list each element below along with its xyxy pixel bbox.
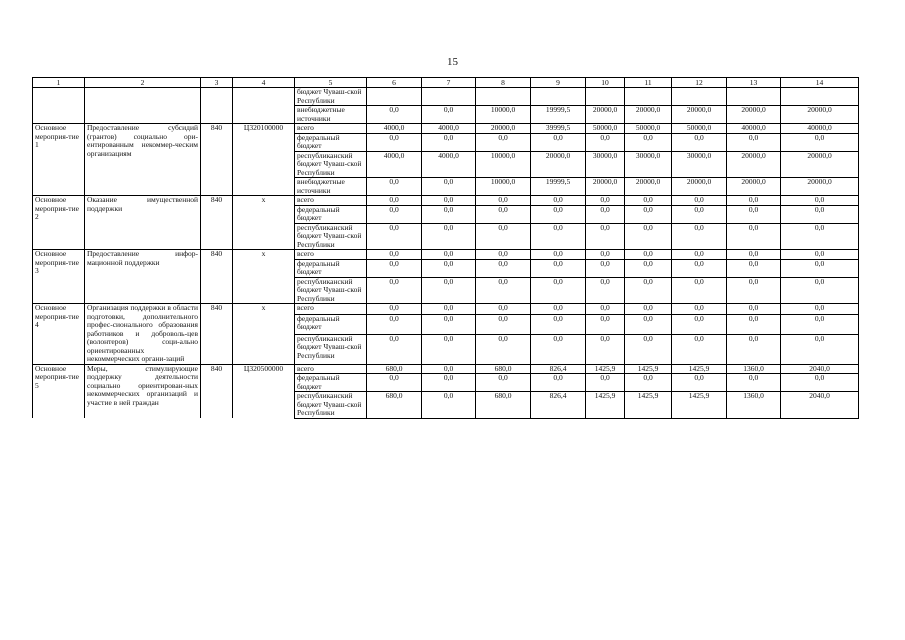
column-header: 7 xyxy=(422,78,476,88)
budget-class-code: х xyxy=(233,304,295,365)
value-cell: 0,0 xyxy=(586,133,625,151)
value-cell: 0,0 xyxy=(367,374,422,392)
ministry-code: 840 xyxy=(201,196,233,250)
funding-source: федеральный бюджет xyxy=(295,314,367,334)
value-cell: 0,0 xyxy=(672,250,727,260)
value-cell xyxy=(586,88,625,106)
table-body xyxy=(33,88,859,419)
value-cell: 0,0 xyxy=(625,259,672,277)
funding-source: всего xyxy=(295,124,367,134)
value-cell: 0,0 xyxy=(586,205,625,223)
value-cell: 30000,0 xyxy=(672,151,727,178)
funding-source: федеральный бюджет xyxy=(295,133,367,151)
value-cell: 0,0 xyxy=(781,223,859,250)
event-description: Предоставление инфор-мационной поддержки xyxy=(85,250,201,304)
value-cell: 0,0 xyxy=(781,133,859,151)
value-cell: 50000,0 xyxy=(625,124,672,134)
value-cell: 0,0 xyxy=(476,374,531,392)
value-cell: 0,0 xyxy=(672,223,727,250)
value-cell: 0,0 xyxy=(422,364,476,374)
funding-source: федеральный бюджет xyxy=(295,374,367,392)
value-cell: 39999,5 xyxy=(531,124,586,134)
value-cell: 0,0 xyxy=(367,314,422,334)
value-cell: 0,0 xyxy=(422,133,476,151)
value-cell: 0,0 xyxy=(781,314,859,334)
value-cell: 19999,5 xyxy=(531,106,586,124)
value-cell: 0,0 xyxy=(625,304,672,315)
value-cell: 0,0 xyxy=(476,250,531,260)
value-cell: 0,0 xyxy=(781,277,859,304)
funding-source: всего xyxy=(295,364,367,374)
value-cell: 20000,0 xyxy=(727,151,781,178)
value-cell: 0,0 xyxy=(727,277,781,304)
value-cell: 4000,0 xyxy=(422,124,476,134)
table-row xyxy=(33,304,859,315)
value-cell: 0,0 xyxy=(586,314,625,334)
event-name: Основное мероприя-тие 1 xyxy=(33,124,85,196)
value-cell: 20000,0 xyxy=(672,106,727,124)
funding-source: республиканский бюджет Чуваш-ской Республики xyxy=(295,392,367,419)
column-header: 6 xyxy=(367,78,422,88)
column-header: 4 xyxy=(233,78,295,88)
value-cell: 0,0 xyxy=(422,259,476,277)
value-cell: 0,0 xyxy=(476,334,531,364)
value-cell xyxy=(422,88,476,106)
funding-source: всего xyxy=(295,304,367,315)
budget-table xyxy=(32,77,859,419)
value-cell: 0,0 xyxy=(586,277,625,304)
value-cell: 0,0 xyxy=(625,334,672,364)
funding-source: республиканский бюджет Чуваш-ской Республики xyxy=(295,151,367,178)
budget-class-code: х xyxy=(233,196,295,250)
value-cell: 0,0 xyxy=(586,259,625,277)
funding-source: республиканский бюджет Чуваш-ской Республики xyxy=(295,277,367,304)
value-cell: 0,0 xyxy=(672,314,727,334)
value-cell: 0,0 xyxy=(672,304,727,315)
value-cell: 0,0 xyxy=(625,314,672,334)
budget-table-container xyxy=(32,77,859,419)
table-row xyxy=(33,124,859,134)
value-cell: 0,0 xyxy=(727,304,781,315)
value-cell: 0,0 xyxy=(422,392,476,419)
value-cell: 0,0 xyxy=(586,250,625,260)
ministry-code: 840 xyxy=(201,250,233,304)
group-description-cell xyxy=(85,88,201,124)
column-header: 5 xyxy=(295,78,367,88)
value-cell: 0,0 xyxy=(422,223,476,250)
value-cell: 0,0 xyxy=(531,277,586,304)
value-cell: 0,0 xyxy=(531,304,586,315)
event-description: Меры, стимулирующие поддержку деятельности социально ориентирован-ных некоммерческих организаций и участие в ней граждан xyxy=(85,364,201,418)
column-header: 10 xyxy=(586,78,625,88)
value-cell: 0,0 xyxy=(672,205,727,223)
ministry-code: 840 xyxy=(201,364,233,418)
value-cell: 50000,0 xyxy=(586,124,625,134)
column-header: 2 xyxy=(85,78,201,88)
value-cell: 0,0 xyxy=(422,304,476,315)
value-cell: 0,0 xyxy=(422,374,476,392)
value-cell: 0,0 xyxy=(531,374,586,392)
value-cell: 2040,0 xyxy=(781,364,859,374)
column-number-row xyxy=(33,78,859,88)
value-cell: 0,0 xyxy=(672,133,727,151)
value-cell: 0,0 xyxy=(781,334,859,364)
value-cell: 0,0 xyxy=(672,277,727,304)
event-description: Предоставление субсидий (грантов) социально ори-ентированным некоммер-ческим организациям xyxy=(85,124,201,196)
value-cell xyxy=(781,88,859,106)
col3-cell xyxy=(201,88,233,124)
value-cell: 0,0 xyxy=(422,205,476,223)
value-cell: 1360,0 xyxy=(727,364,781,374)
column-header: 8 xyxy=(476,78,531,88)
value-cell: 20000,0 xyxy=(781,151,859,178)
value-cell: 0,0 xyxy=(727,205,781,223)
value-cell: 0,0 xyxy=(625,374,672,392)
value-cell: 680,0 xyxy=(367,364,422,374)
value-cell: 0,0 xyxy=(672,259,727,277)
value-cell: 0,0 xyxy=(367,334,422,364)
value-cell: 0,0 xyxy=(367,205,422,223)
value-cell: 680,0 xyxy=(476,392,531,419)
value-cell: 20000,0 xyxy=(625,178,672,196)
event-description: Организация поддержки в области подготовки, дополнительного профес-сионального образования работников и доброволь-цев (волонтеров) соци-ально ориентированных некоммерческих органи-заций xyxy=(85,304,201,365)
column-header: 1 xyxy=(33,78,85,88)
value-cell: 0,0 xyxy=(531,205,586,223)
table-row xyxy=(33,88,859,106)
funding-source: бюджет Чуваш-ской Республики xyxy=(295,88,367,106)
value-cell: 1425,9 xyxy=(586,392,625,419)
value-cell: 0,0 xyxy=(586,334,625,364)
value-cell: 0,0 xyxy=(476,314,531,334)
value-cell: 0,0 xyxy=(586,196,625,206)
value-cell: 0,0 xyxy=(422,314,476,334)
value-cell: 0,0 xyxy=(422,196,476,206)
value-cell: 1425,9 xyxy=(672,364,727,374)
value-cell: 40000,0 xyxy=(781,124,859,134)
event-description: Оказание имущественной поддержки xyxy=(85,196,201,250)
funding-source: внебюджетные источники xyxy=(295,106,367,124)
value-cell: 20000,0 xyxy=(672,178,727,196)
value-cell: 0,0 xyxy=(727,259,781,277)
value-cell: 0,0 xyxy=(531,133,586,151)
value-cell: 1425,9 xyxy=(625,364,672,374)
value-cell: 1425,9 xyxy=(625,392,672,419)
value-cell: 20000,0 xyxy=(531,151,586,178)
value-cell: 1360,0 xyxy=(727,392,781,419)
event-name: Основное мероприя-тие 3 xyxy=(33,250,85,304)
column-header: 14 xyxy=(781,78,859,88)
value-cell: 20000,0 xyxy=(476,124,531,134)
value-cell: 0,0 xyxy=(625,250,672,260)
value-cell: 0,0 xyxy=(531,196,586,206)
value-cell: 826,4 xyxy=(531,364,586,374)
column-header: 3 xyxy=(201,78,233,88)
value-cell: 20000,0 xyxy=(727,178,781,196)
value-cell: 0,0 xyxy=(586,304,625,315)
funding-source: республиканский бюджет Чуваш-ской Республики xyxy=(295,334,367,364)
funding-source: всего xyxy=(295,250,367,260)
value-cell: 0,0 xyxy=(672,374,727,392)
value-cell: 0,0 xyxy=(422,334,476,364)
value-cell: 0,0 xyxy=(625,133,672,151)
value-cell: 0,0 xyxy=(476,277,531,304)
value-cell xyxy=(531,88,586,106)
value-cell: 0,0 xyxy=(781,374,859,392)
value-cell: 19999,5 xyxy=(531,178,586,196)
value-cell: 20000,0 xyxy=(781,106,859,124)
value-cell: 680,0 xyxy=(476,364,531,374)
event-name: Основное мероприя-тие 4 xyxy=(33,304,85,365)
value-cell: 0,0 xyxy=(781,304,859,315)
value-cell: 0,0 xyxy=(367,250,422,260)
value-cell: 10000,0 xyxy=(476,106,531,124)
value-cell: 0,0 xyxy=(476,304,531,315)
value-cell xyxy=(727,88,781,106)
value-cell: 0,0 xyxy=(586,374,625,392)
value-cell: 0,0 xyxy=(476,223,531,250)
value-cell: 0,0 xyxy=(531,223,586,250)
column-header: 13 xyxy=(727,78,781,88)
value-cell: 0,0 xyxy=(781,196,859,206)
page-number: 15 xyxy=(447,56,458,68)
value-cell xyxy=(367,88,422,106)
value-cell: 20000,0 xyxy=(781,178,859,196)
value-cell: 4000,0 xyxy=(367,151,422,178)
table-row xyxy=(33,196,859,206)
value-cell: 1425,9 xyxy=(672,392,727,419)
funding-source: внебюджетные источники xyxy=(295,178,367,196)
value-cell: 4000,0 xyxy=(422,151,476,178)
value-cell: 0,0 xyxy=(367,259,422,277)
value-cell: 20000,0 xyxy=(586,106,625,124)
value-cell: 0,0 xyxy=(422,178,476,196)
value-cell: 0,0 xyxy=(625,196,672,206)
column-header: 12 xyxy=(672,78,727,88)
table-row xyxy=(33,250,859,260)
value-cell: 0,0 xyxy=(781,205,859,223)
funding-source: федеральный бюджет xyxy=(295,259,367,277)
value-cell: 0,0 xyxy=(625,223,672,250)
value-cell: 0,0 xyxy=(422,277,476,304)
value-cell: 0,0 xyxy=(367,178,422,196)
value-cell: 0,0 xyxy=(625,205,672,223)
value-cell: 0,0 xyxy=(672,196,727,206)
column-header: 9 xyxy=(531,78,586,88)
ministry-code: 840 xyxy=(201,304,233,365)
col4-cell xyxy=(233,88,295,124)
value-cell: 2040,0 xyxy=(781,392,859,419)
value-cell: 0,0 xyxy=(476,205,531,223)
value-cell: 10000,0 xyxy=(476,178,531,196)
value-cell: 0,0 xyxy=(727,314,781,334)
value-cell: 0,0 xyxy=(672,334,727,364)
value-cell: 0,0 xyxy=(727,374,781,392)
value-cell: 0,0 xyxy=(476,259,531,277)
value-cell: 0,0 xyxy=(367,304,422,315)
value-cell: 0,0 xyxy=(531,259,586,277)
value-cell: 0,0 xyxy=(625,277,672,304)
value-cell xyxy=(625,88,672,106)
value-cell: 20000,0 xyxy=(625,106,672,124)
value-cell: 50000,0 xyxy=(672,124,727,134)
group-name-cell xyxy=(33,88,85,124)
value-cell: 0,0 xyxy=(727,133,781,151)
event-name: Основное мероприя-тие 2 xyxy=(33,196,85,250)
value-cell: 0,0 xyxy=(781,259,859,277)
event-name: Основное мероприя-тие 5 xyxy=(33,364,85,418)
value-cell: 20000,0 xyxy=(727,106,781,124)
value-cell: 0,0 xyxy=(367,106,422,124)
budget-class-code: Ц320500000 xyxy=(233,364,295,418)
value-cell: 20000,0 xyxy=(586,178,625,196)
ministry-code: 840 xyxy=(201,124,233,196)
value-cell: 10000,0 xyxy=(476,151,531,178)
value-cell: 40000,0 xyxy=(727,124,781,134)
column-header: 11 xyxy=(625,78,672,88)
value-cell: 0,0 xyxy=(367,133,422,151)
budget-class-code: Ц320100000 xyxy=(233,124,295,196)
value-cell: 0,0 xyxy=(586,223,625,250)
funding-source: всего xyxy=(295,196,367,206)
value-cell: 0,0 xyxy=(422,250,476,260)
value-cell: 4000,0 xyxy=(367,124,422,134)
value-cell: 680,0 xyxy=(367,392,422,419)
value-cell: 0,0 xyxy=(367,196,422,206)
value-cell: 0,0 xyxy=(422,106,476,124)
value-cell: 30000,0 xyxy=(625,151,672,178)
value-cell: 0,0 xyxy=(367,277,422,304)
value-cell: 0,0 xyxy=(781,250,859,260)
value-cell: 0,0 xyxy=(531,250,586,260)
value-cell: 0,0 xyxy=(727,196,781,206)
funding-source: республиканский бюджет Чуваш-ской Республики xyxy=(295,223,367,250)
value-cell: 0,0 xyxy=(727,223,781,250)
value-cell: 0,0 xyxy=(367,223,422,250)
value-cell: 826,4 xyxy=(531,392,586,419)
budget-class-code: х xyxy=(233,250,295,304)
funding-source: федеральный бюджет xyxy=(295,205,367,223)
value-cell: 0,0 xyxy=(727,250,781,260)
value-cell: 0,0 xyxy=(727,334,781,364)
value-cell: 0,0 xyxy=(476,133,531,151)
value-cell xyxy=(672,88,727,106)
value-cell: 0,0 xyxy=(476,196,531,206)
value-cell: 30000,0 xyxy=(586,151,625,178)
value-cell: 1425,9 xyxy=(586,364,625,374)
value-cell: 0,0 xyxy=(531,314,586,334)
value-cell xyxy=(476,88,531,106)
value-cell: 0,0 xyxy=(531,334,586,364)
